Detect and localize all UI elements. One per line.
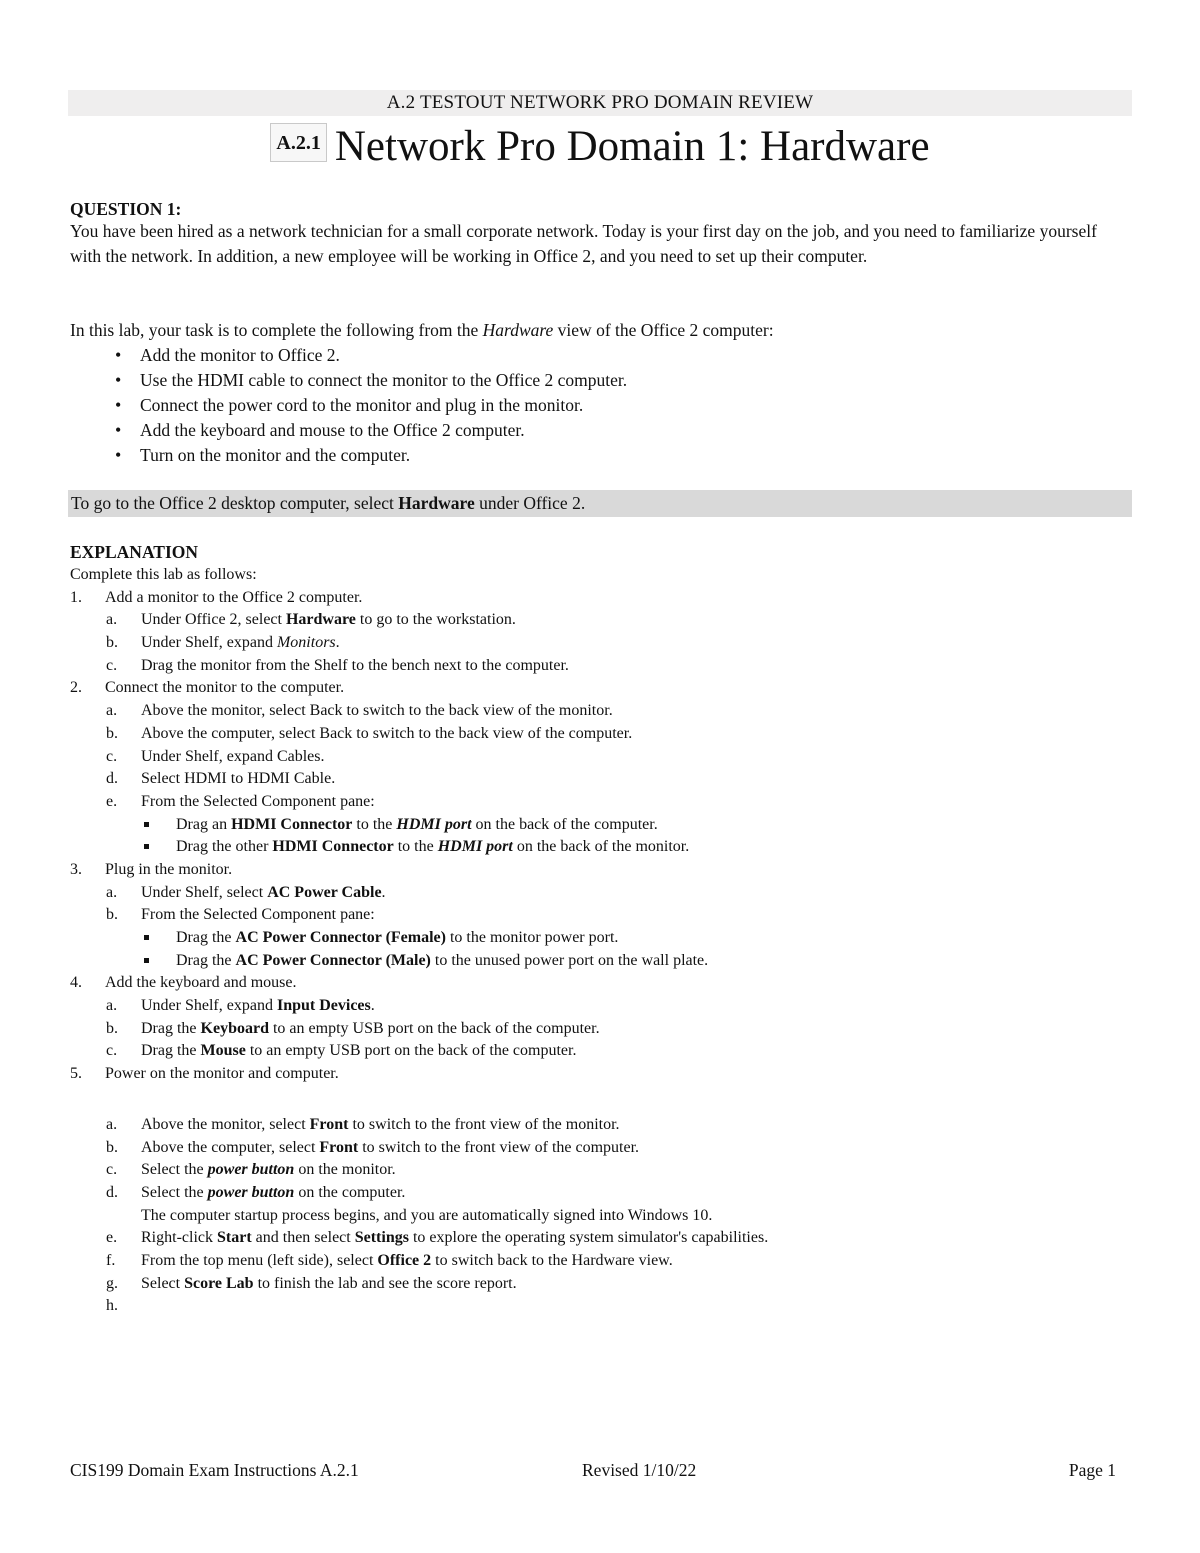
substep-row [70, 1137, 1132, 1160]
substep-row [70, 1250, 1132, 1273]
substep-label: a. [106, 702, 118, 720]
substep-row [70, 700, 1132, 723]
bullet-row [70, 950, 1132, 973]
substep-continuation [70, 1205, 1132, 1228]
note-text: To go to the Office 2 desktop computer, select [71, 493, 399, 513]
page-title [68, 122, 1132, 171]
step-row [70, 1063, 1132, 1086]
substep-row [70, 1295, 1132, 1318]
substep-row [70, 1018, 1132, 1041]
substep-label: e. [106, 1229, 118, 1247]
note-bold: Hardware [398, 493, 475, 513]
spacer [70, 1086, 1132, 1114]
task-intro [70, 318, 1132, 343]
substep-label: a. [106, 997, 118, 1015]
substep-label: b. [106, 1138, 118, 1156]
substep-label: a. [106, 611, 118, 629]
question-paragraph: You have been hired as a network technician for a small corporate network. Today is your first day on the job, and you need to familiarize yourself with the network. In addition, a new employee will be working in Office 2, and you need to set up their computer. [70, 221, 1097, 266]
substep-row [70, 1040, 1132, 1063]
step-text: Add the keyboard and mouse. [105, 974, 297, 992]
substep-row [70, 995, 1132, 1018]
step-number: 4. [70, 974, 82, 992]
substep-text: Under Shelf, expand Cables. [141, 747, 325, 765]
footer-revised: Revised 1/10/22 [582, 1460, 697, 1480]
bullet-row [70, 927, 1132, 950]
task-item: • Turn on the monitor and the computer. [68, 443, 627, 468]
substep-row [70, 904, 1132, 927]
substep-row [70, 1273, 1132, 1296]
substep-text: Under Shelf, expand Monitors. [141, 634, 340, 652]
substep-text: Select HDMI to HDMI Cable. [141, 770, 336, 788]
substep-row [70, 1227, 1132, 1250]
explanation-heading: EXPLANATION [70, 542, 199, 562]
substep-text: Select the power button on the monitor. [141, 1161, 396, 1179]
substep-text: From the top menu (left side), select Office 2 to switch back to the Hardware view. [141, 1251, 673, 1269]
title-number: A.2.1 [270, 123, 326, 162]
step-row [70, 859, 1132, 882]
substep-label: c. [106, 747, 118, 765]
substep-row [70, 1182, 1132, 1205]
explanation-intro: Complete this lab as follows: [70, 566, 257, 583]
step-text: Connect the monitor to the computer. [105, 679, 345, 697]
step-number: 1. [70, 588, 82, 606]
task-intro-emphasis: Hardware [482, 320, 554, 340]
substep-label: b. [106, 634, 118, 652]
substep-row [70, 1114, 1132, 1137]
substep-text: Drag the Mouse to an empty USB port on the back of the computer. [141, 1042, 577, 1060]
substep-text: From the Selected Component pane: [141, 906, 375, 924]
note-text-end: under Office 2. [474, 493, 586, 513]
substep-label: b. [106, 724, 118, 742]
footer-course: CIS199 Domain Exam Instructions A.2.1 [70, 1460, 359, 1480]
substep-text: Above the computer, select Back to switch to the back view of the computer. [141, 724, 633, 742]
step-text: Add a monitor to the Office 2 computer. [105, 588, 363, 606]
substep-label: d. [106, 1183, 118, 1201]
step-text: Power on the monitor and computer. [105, 1065, 339, 1083]
explanation-steps [70, 564, 1132, 1318]
bullet-text: Drag an HDMI Connector to the HDMI port on the back of the computer. [176, 815, 658, 833]
substep-label: d. [106, 770, 118, 788]
substep-text: Under Shelf, select AC Power Cable. [141, 883, 386, 901]
substep-text: Above the monitor, select Back to switch to the back view of the monitor. [141, 702, 613, 720]
square-bullet-icon [144, 844, 149, 849]
substep-text: Select the power button on the computer. [141, 1183, 406, 1201]
substep-label: a. [106, 883, 118, 901]
substep-row [70, 1159, 1132, 1182]
substep-row [70, 609, 1132, 632]
task-item: • Use the HDMI cable to connect the monitor to the Office 2 computer. [68, 368, 627, 393]
task-item: • Add the monitor to Office 2. [68, 343, 627, 368]
substep-text: Drag the Keyboard to an empty USB port on the back of the computer. [141, 1019, 600, 1037]
substep-row [70, 655, 1132, 678]
substep-label: h. [106, 1297, 118, 1315]
substep-text: Above the monitor, select Front to switch to the front view of the monitor. [141, 1115, 620, 1133]
bullet-text: Drag the other HDMI Connector to the HDMI port on the back of the monitor. [176, 838, 690, 856]
square-bullet-icon [144, 935, 149, 940]
task-list [68, 343, 627, 468]
substep-text: Right-click Start and then select Settings to explore the operating system simulator's capabilities. [141, 1229, 769, 1247]
substep-text: Select Score Lab to finish the lab and see the score report. [141, 1274, 517, 1292]
substep-text: Drag the monitor from the Shelf to the bench next to the computer. [141, 656, 569, 674]
substep-row [70, 746, 1132, 769]
substep-label: b. [106, 1019, 118, 1037]
substep-label: g. [106, 1274, 118, 1292]
square-bullet-icon [144, 958, 149, 963]
substep-label: e. [106, 792, 118, 810]
step-number: 5. [70, 1065, 82, 1083]
substep-row [70, 632, 1132, 655]
square-bullet-icon [144, 822, 149, 827]
substep-row [70, 791, 1132, 814]
task-intro-text-end: view of the Office 2 computer: [553, 320, 774, 340]
substep-row [70, 723, 1132, 746]
substep-text: Above the computer, select Front to switch to the front view of the computer. [141, 1138, 640, 1156]
task-item: • Connect the power cord to the monitor and plug in the monitor. [68, 393, 627, 418]
substep-text: Under Shelf, expand Input Devices. [141, 997, 375, 1015]
note-bar [68, 490, 1132, 517]
title-text: Network Pro Domain 1: Hardware [334, 123, 930, 170]
substep-label: f. [106, 1251, 116, 1269]
step-row [70, 587, 1132, 610]
bullet-text: Drag the AC Power Connector (Female) to the monitor power port. [176, 929, 619, 946]
substep-text: Under Office 2, select Hardware to go to the workstation. [141, 611, 516, 629]
substep-label: c. [106, 1161, 118, 1179]
substep-label: c. [106, 656, 118, 674]
section-banner: A.2 TESTOUT NETWORK PRO DOMAIN REVIEW [68, 90, 1132, 116]
bullet-text: Drag the AC Power Connector (Male) to the unused power port on the wall plate. [176, 951, 709, 969]
step-number: 2. [70, 679, 82, 697]
question-heading: QUESTION 1: [70, 199, 182, 219]
substep-text: The computer startup process begins, and you are automatically signed into Windows 10. [141, 1206, 713, 1224]
substep-row [70, 768, 1132, 791]
substep-row [70, 882, 1132, 905]
bullet-row [70, 836, 1132, 859]
footer-page-number: Page 1 [1068, 1460, 1116, 1480]
substep-label: b. [106, 906, 118, 924]
task-intro-text: In this lab, your task is to complete the following from the [70, 320, 483, 340]
step-text: Plug in the monitor. [105, 860, 233, 878]
step-row [70, 677, 1132, 700]
step-number: 3. [70, 860, 82, 878]
task-item: • Add the keyboard and mouse to the Office 2 computer. [68, 418, 627, 443]
substep-label: a. [106, 1115, 118, 1133]
substep-text: From the Selected Component pane: [141, 792, 375, 810]
step-row [70, 972, 1132, 995]
substep-label: c. [106, 1042, 118, 1060]
bullet-row [70, 814, 1132, 837]
